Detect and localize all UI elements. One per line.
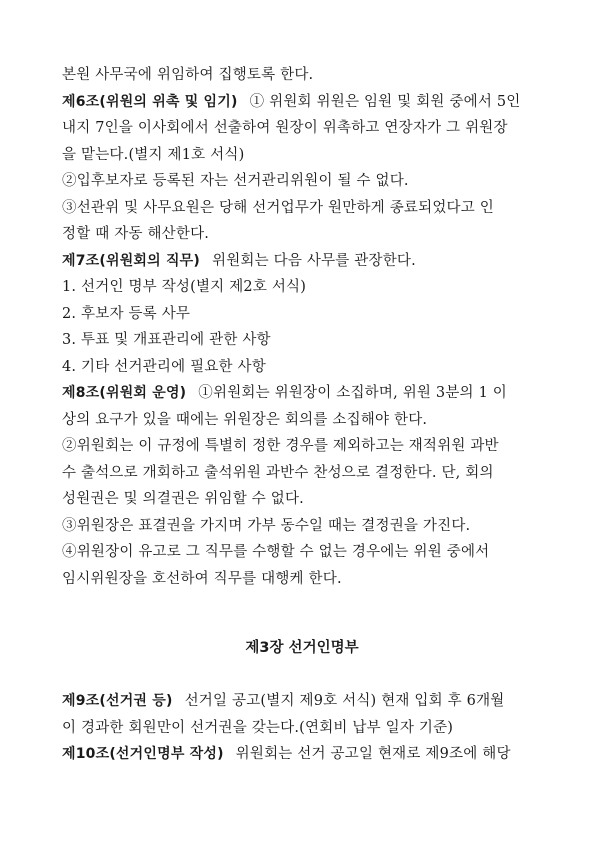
text-line-content: 수 출석으로 개회하고 출석위원 과반수 찬성으로 결정한다. 단, 회의 <box>62 464 494 481</box>
text-line <box>62 407 542 434</box>
article-9-title: 제9조(선거권 등) <box>62 693 173 709</box>
chapter-heading: 제3장 선거인명부 <box>245 640 359 656</box>
text-line <box>62 195 542 222</box>
text-line <box>62 566 542 593</box>
article-8-text: ①위원회는 위원장이 소집하며, 위원 3분의 1 이 <box>198 385 508 401</box>
article-8-title: 제8조(위원회 운영) <box>62 385 187 401</box>
text-line-content: 을 맡는다.(별지 제1호 서식) <box>62 146 245 163</box>
list-item-text: 3. 투표 및 개표관리에 관한 사항 <box>62 332 271 348</box>
list-item <box>62 354 542 381</box>
text-line <box>62 142 542 169</box>
text-line <box>62 433 542 460</box>
text-line <box>62 715 542 742</box>
text-line-content: ③선관위 및 사무요원은 당해 선거업무가 원만하게 종료되었다고 인 <box>62 199 494 216</box>
text-line <box>62 168 542 195</box>
list-item <box>62 274 542 301</box>
text-line-content: ②위원회는 이 규정에 특별히 정한 경우를 제외하고는 재적위원 과반 <box>62 438 499 454</box>
list-item-text: 2. 후보자 등록 사무 <box>62 305 191 322</box>
article-7-text: 위원회는 다음 사무를 관장한다. <box>212 252 416 269</box>
text-line <box>62 539 542 566</box>
article-6-title: 제6조(위원의 위촉 및 임기) <box>62 93 238 110</box>
text-line-content: 내지 7인을 이사회에서 선출하여 원장이 위촉하고 연장자가 그 위원장 <box>62 120 508 136</box>
list-item-text: 4. 기타 선거관리에 필요한 사항 <box>62 358 266 375</box>
article-6-line <box>62 89 542 116</box>
text-line-content: ④위원장이 유고로 그 직무를 수행할 수 없는 경우에는 위원 중에서 <box>62 544 490 560</box>
list-item-text: 1. 선거인 명부 작성(별지 제2호 서식) <box>62 279 307 295</box>
article-10-text: 위원회는 선거 공고일 현재로 제9조에 해당 <box>235 746 511 762</box>
article-9-line <box>62 688 542 715</box>
article-10-line <box>62 741 542 768</box>
text-line <box>62 460 542 487</box>
text-line-content: 상의 요구가 있을 때에는 위원장은 회의를 소집해야 한다. <box>62 411 428 428</box>
article-8-line <box>62 380 542 407</box>
text-line-content: 정할 때 자동 해산한다. <box>62 226 210 242</box>
text-line <box>62 115 542 142</box>
text-line <box>62 62 542 89</box>
text-line-content: ③위원장은 표결권을 가지며 가부 동수일 때는 결정권을 가진다. <box>62 517 471 534</box>
text-line-content: ②입후보자로 등록된 자는 선거관리위원이 될 수 없다. <box>62 173 409 189</box>
chapter-3-body <box>62 688 542 768</box>
text-line-content: 이 경과한 회원만이 선거권을 갖는다.(연회비 납부 일자 기준) <box>62 719 454 736</box>
document-body <box>62 62 542 592</box>
article-7-title: 제7조(위원회의 직무) <box>62 252 201 269</box>
article-10-title: 제10조(선거인명부 작성) <box>62 746 224 762</box>
article-9-text: 선거일 공고(별지 제9호 서식) 현재 입회 후 6개월 <box>184 693 505 709</box>
text-line-content: 본원 사무국에 위임하여 집행토록 한다. <box>62 67 314 83</box>
text-line <box>62 221 542 248</box>
text-line-content: 성원권은 및 의결권은 위임할 수 없다. <box>62 491 304 507</box>
article-6-text: ① 위원회 위원은 임원 및 회원 중에서 5인 <box>249 93 521 110</box>
article-7-line <box>62 248 542 275</box>
list-item <box>62 327 542 354</box>
text-line-content: 임시위원장을 호선하여 직무를 대행케 한다. <box>62 570 342 587</box>
text-line <box>62 513 542 540</box>
text-line <box>62 486 542 513</box>
list-item <box>62 301 542 328</box>
